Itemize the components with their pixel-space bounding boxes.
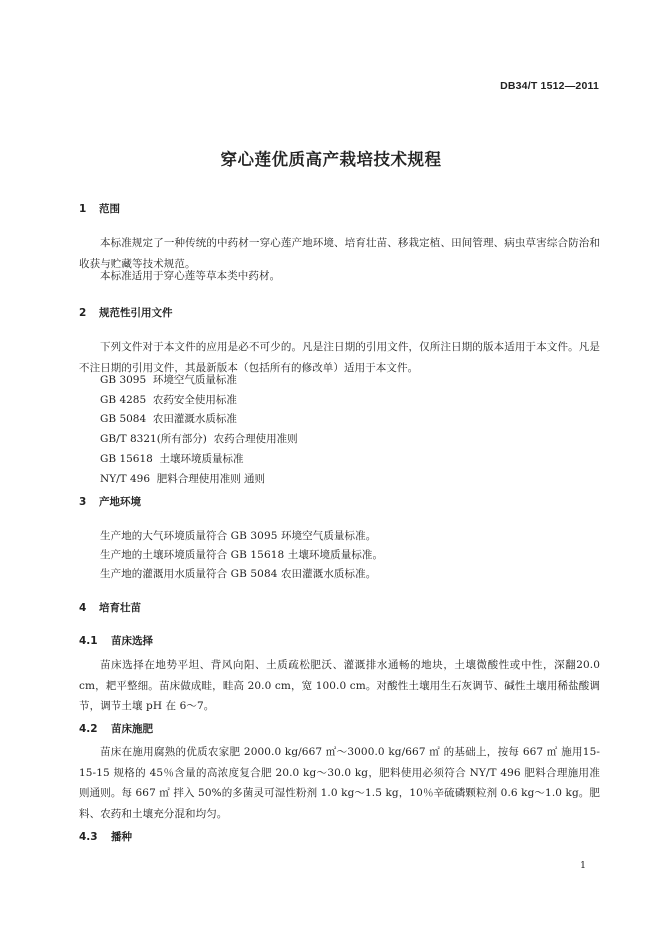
section-3-paragraph-3: 生产地的灌溉用水质量符合 GB 5084 农田灌溉水质标准。 — [100, 568, 377, 580]
subsection-title: 播种 — [111, 831, 132, 843]
subsection-number: 4.2 — [79, 723, 98, 735]
section-4-heading — [79, 600, 141, 615]
section-title: 规范性引用文件 — [99, 307, 173, 319]
subsection-number: 4.3 — [79, 831, 98, 843]
reference-item: GB 5084 农田灌溉水质标准 — [100, 413, 237, 426]
subsection-4-3-heading — [79, 829, 132, 844]
page-number: 1 — [579, 860, 586, 871]
section-3-paragraph-1: 生产地的大气环境质量符合 GB 3095 环境空气质量标准。 — [100, 530, 377, 542]
subsection-4-1-heading — [79, 633, 153, 648]
section-title: 产地环境 — [99, 496, 141, 508]
section-number: 3 — [79, 496, 87, 508]
subsection-title: 苗床选择 — [111, 635, 153, 647]
section-title: 培育壮苗 — [99, 602, 141, 614]
subsection-4-2-paragraph: 苗床在施用腐熟的优质农家肥 2000.0 kg/667 ㎡～3000.0 kg/667 ㎡ 的基础上，按每 667 ㎡ 施用15-15-15 规格的 45％含量的高浓度复合肥 20.0 kg～30.0 kg，肥料使用必须符合 NY/T 496 肥料合理施用准则通则。每 667 ㎡ 拌入 50%的多菌灵可湿性粉剂 1.0 kg～1.5 kg，10％辛硫磷颗粒剂 0.6 kg～1.0 kg。肥料、农药和土壤充分混和均匀。 — [79, 746, 600, 820]
section-1-paragraph-2: 本标准适用于穿心莲等草本类中药材。 — [100, 270, 281, 282]
subsection-4-2-heading — [79, 721, 153, 736]
section-number: 2 — [79, 307, 87, 319]
document-title: 穿心莲优质高产栽培技术规程 — [220, 150, 442, 169]
reference-item: GB 3095 环境空气质量标准 — [100, 374, 237, 386]
reference-item: GB/T 8321(所有部分) 农药合理使用准则 — [100, 433, 298, 446]
subsection-number: 4.1 — [79, 635, 98, 647]
reference-item: GB 15618 土壤环境质量标准 — [100, 452, 244, 465]
section-title: 范围 — [99, 203, 120, 215]
reference-item: NY/T 496 肥料合理使用准则 通则 — [100, 472, 266, 485]
subsection-4-1-paragraph: 苗床选择在地势平坦、背风向阳、土质疏松肥沃、灌溉排水通畅的地块，土壤微酸性或中性，深翻20.0 cm，耙平整细。苗床做成畦，畦高 20.0 cm，宽 100.0 cm。对酸性土壤用生石灰调节、碱性土壤用稀盐酸调节，调节土壤 pH 在 6～7。 — [79, 659, 600, 712]
section-2-paragraph-1: 下列文件对于本文件的应用是必不可少的。凡是注日期的引用文件，仅所注日期的版本适用于本文件。凡是不注日期的引用文件，其最新版本（包括所有的修改单）适用于本文件。 — [79, 341, 600, 374]
normative-references-list — [100, 371, 298, 489]
section-3-heading — [79, 494, 141, 509]
subsection-title: 苗床施肥 — [111, 723, 153, 735]
section-number: 1 — [79, 203, 87, 215]
section-number: 4 — [79, 602, 87, 614]
section-3-paragraph-2: 生产地的土壤环境质量符合 GB 15618 土壤环境质量标准。 — [100, 549, 384, 561]
reference-item: GB 4285 农药安全使用标准 — [100, 393, 237, 406]
standard-code: DB34/T 1512—2011 — [500, 80, 599, 92]
section-2-heading — [79, 305, 173, 320]
section-1-paragraph-1: 本标准规定了一种传统的中药材一穿心莲产地环境、培育壮苗、移栽定植、田间管理、病虫草害综合防治和收获与贮藏等技术规范。 — [79, 237, 600, 270]
section-1-heading — [79, 201, 120, 216]
